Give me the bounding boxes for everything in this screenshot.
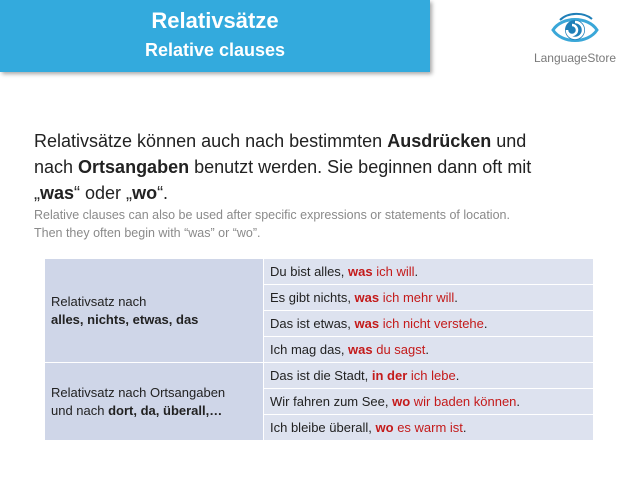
slide-subtitle: Relative clauses (144, 40, 286, 60)
intro-line-2: nach Ortsangaben benutzt werden. Sie beginnen dann oft mit (34, 157, 532, 177)
example-cell: Wir fahren zum See, wo wir baden können. (264, 389, 594, 415)
slide-title: Relativsätze (151, 8, 279, 33)
translation-line-2: Then they often begin with “was” or “wo”. (34, 226, 261, 240)
intro-line-3: „was“ oder „wo“. (34, 183, 169, 203)
eye-swirl-icon (550, 10, 600, 50)
group-label-alles: Relativsatz nach alles, nichts, etwas, das (45, 259, 264, 363)
intro-text (34, 128, 614, 206)
example-cell: Es gibt nichts, was ich mehr will. (264, 285, 594, 311)
title-banner (0, 0, 430, 72)
group-label-ortsangaben: Relativsatz nach Ortsangaben und nach dort, da, überall,… (45, 363, 264, 441)
example-cell: Das ist etwas, was ich nicht verstehe. (264, 311, 594, 337)
table-row (45, 363, 594, 389)
table-row (45, 259, 594, 285)
translation-text (34, 206, 614, 242)
relative-clause-table (44, 258, 594, 441)
logo-wordmark: LanguageStore (533, 51, 617, 65)
example-cell: Ich bleibe überall, wo es warm ist. (264, 415, 594, 441)
example-cell: Ich mag das, was du sagst. (264, 337, 594, 363)
example-cell: Das ist die Stadt, in der ich lebe. (264, 363, 594, 389)
example-cell: Du bist alles, was ich will. (264, 259, 594, 285)
logo (520, 8, 630, 72)
translation-line-1: Relative clauses can also be used after specific expressions or statements of location. (34, 208, 510, 222)
intro-line-1: Relativsätze können auch nach bestimmten Ausdrücken und (34, 131, 527, 151)
